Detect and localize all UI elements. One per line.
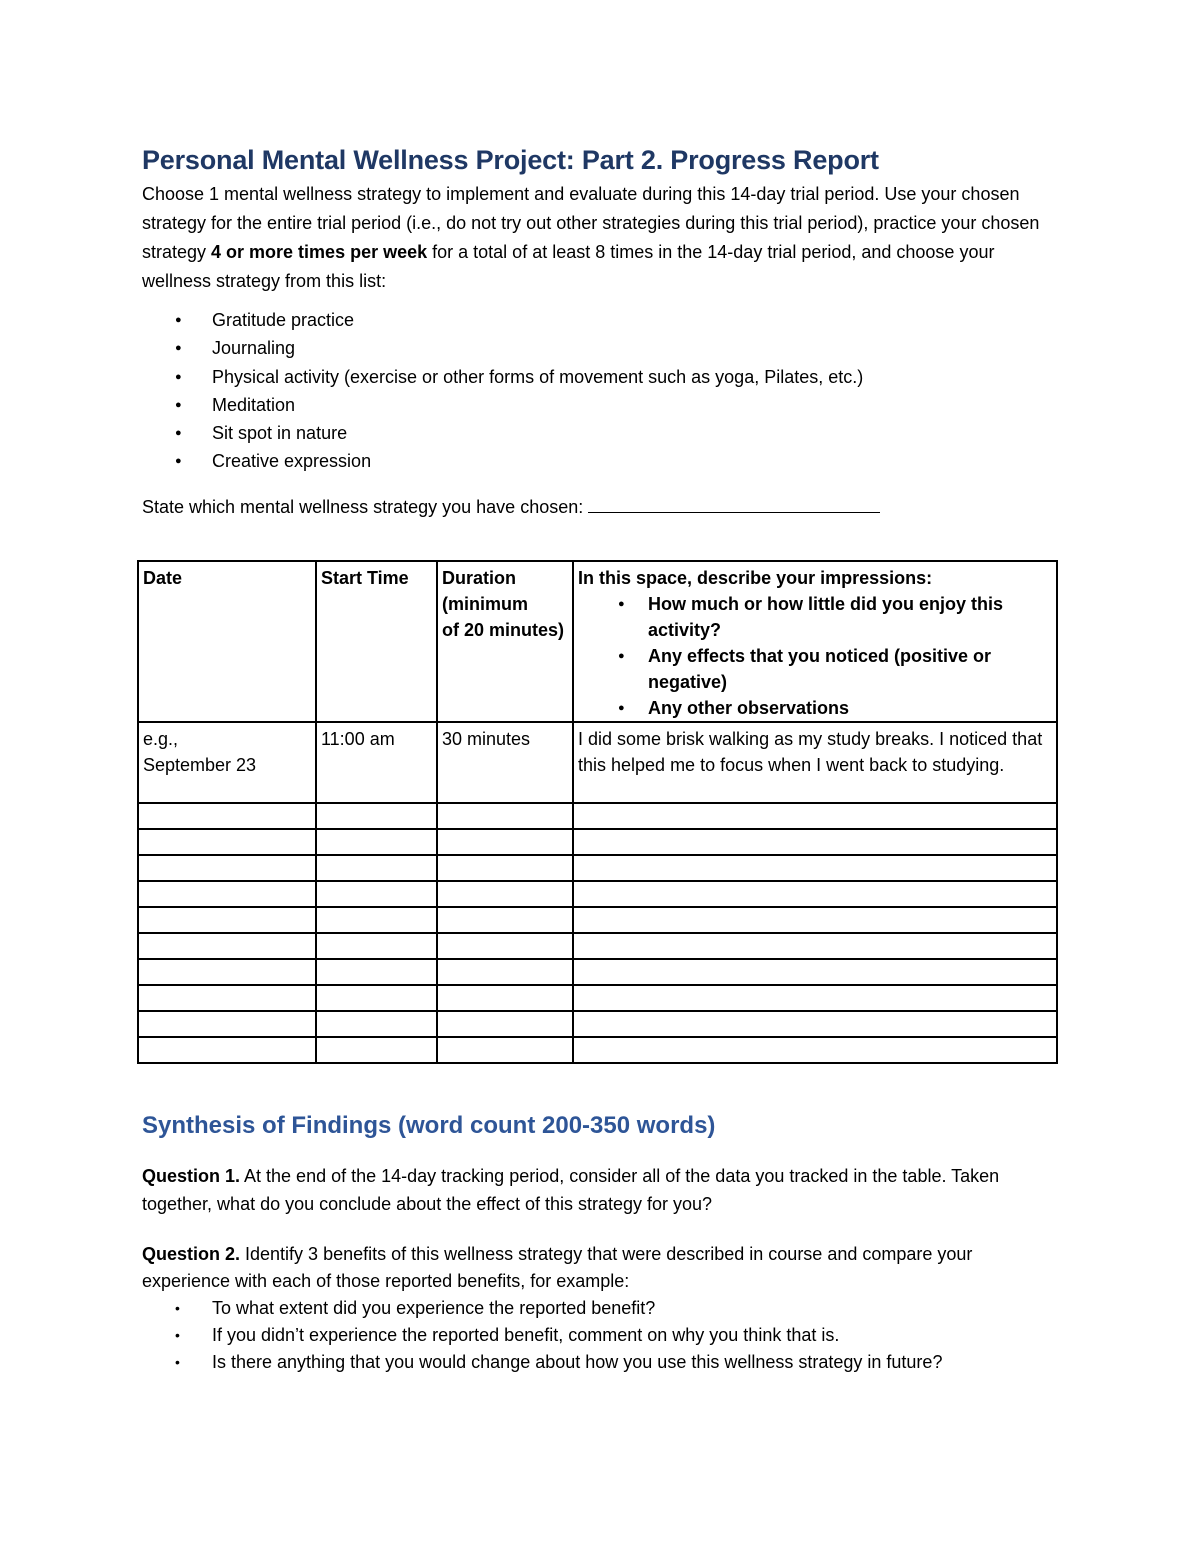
question-1 [142, 1162, 1052, 1218]
duration-cell[interactable] [437, 907, 573, 933]
strategy-item: ● Sit spot in nature [212, 419, 1062, 447]
header-duration-line: Duration [442, 568, 516, 588]
date-cell[interactable] [138, 829, 316, 855]
document-page [142, 140, 1062, 1372]
strategy-item: ● Gratitude practice [212, 306, 1062, 334]
start-time-cell[interactable] [316, 829, 437, 855]
question-2-prompt-item: • To what extent did you experience the reported benefit? [212, 1295, 942, 1322]
date-cell[interactable] [138, 959, 316, 985]
header-duration [437, 561, 573, 722]
example-date-line: September 23 [143, 755, 257, 775]
chosen-strategy-prompt [142, 492, 1062, 521]
date-cell[interactable] [138, 881, 316, 907]
impression-cell[interactable] [573, 1011, 1057, 1037]
impressions-prompt-item: ● Any effects that you noticed (positive or negative) [648, 643, 1053, 695]
strategy-item: ● Journaling [212, 334, 1062, 362]
duration-cell[interactable] [437, 855, 573, 881]
duration-cell[interactable] [437, 959, 573, 985]
header-duration-line: (minimum [442, 594, 529, 614]
question-2-prompt-item: • Is there anything that you would change about how you use this wellness strategy in future? [212, 1349, 942, 1376]
impression-cell[interactable] [573, 933, 1057, 959]
header-duration-line: of 20 minutes) [442, 620, 565, 640]
header-impressions [573, 561, 1057, 722]
table-header-row [138, 561, 1057, 722]
table-row [138, 1037, 1057, 1063]
question-2-label: Question 2. [142, 1244, 241, 1264]
example-start-time: 11:00 am [316, 722, 437, 803]
header-date: Date [138, 561, 316, 722]
date-cell[interactable] [138, 803, 316, 829]
example-impression: I did some brisk walking as my study breaks. I noticed that this helped me to focus when I went back to studying. [573, 722, 1057, 803]
question-2 [142, 1241, 1062, 1295]
example-duration: 30 minutes [437, 722, 573, 803]
page-title: Personal Mental Wellness Project: Part 2. Progress Report [142, 145, 879, 175]
start-time-cell[interactable] [316, 985, 437, 1011]
table-row [138, 933, 1057, 959]
table-row [138, 985, 1057, 1011]
strategy-list [142, 306, 1062, 476]
table-row [138, 803, 1057, 829]
duration-cell[interactable] [437, 803, 573, 829]
table-row [138, 855, 1057, 881]
synthesis-heading: Synthesis of Findings (word count 200-350 words) [142, 1112, 716, 1139]
start-time-cell[interactable] [316, 803, 437, 829]
strategy-item: ● Meditation [212, 391, 1062, 419]
start-time-cell[interactable] [316, 881, 437, 907]
question-1-text: At the end of the 14-day tracking period, consider all of the data you tracked in the table. Taken together, what do you conclude about the effect of this strategy for you? [142, 1166, 1000, 1214]
header-impressions-title: In this space, describe your impressions: [578, 568, 933, 588]
impression-cell[interactable] [573, 907, 1057, 933]
impressions-prompt-list [578, 591, 1053, 721]
impression-cell[interactable] [573, 803, 1057, 829]
duration-cell[interactable] [437, 985, 573, 1011]
table-row [138, 881, 1057, 907]
start-time-cell[interactable] [316, 1011, 437, 1037]
impression-cell[interactable] [573, 1037, 1057, 1063]
impression-cell[interactable] [573, 959, 1057, 985]
date-cell[interactable] [138, 907, 316, 933]
duration-cell[interactable] [437, 829, 573, 855]
impressions-prompt-item: ● How much or how little did you enjoy this activity? [648, 591, 1053, 643]
table-row [138, 1011, 1057, 1037]
intro-paragraph [142, 180, 1052, 296]
duration-cell[interactable] [437, 1011, 573, 1037]
question-1-label: Question 1. [142, 1166, 241, 1186]
strategy-item: ● Physical activity (exercise or other forms of movement such as yoga, Pilates, etc.) [212, 363, 1062, 391]
start-time-cell[interactable] [316, 933, 437, 959]
impressions-prompt-item: ● Any other observations [648, 695, 1053, 721]
question-2-prompt-list [142, 1295, 942, 1376]
date-cell[interactable] [138, 933, 316, 959]
example-date [138, 722, 316, 803]
duration-cell[interactable] [437, 933, 573, 959]
example-date-line: e.g., [143, 729, 179, 749]
start-time-cell[interactable] [316, 907, 437, 933]
date-cell[interactable] [138, 855, 316, 881]
date-cell[interactable] [138, 1011, 316, 1037]
question-2-text: Identify 3 benefits of this wellness strategy that were described in course and compare your experience with each of those reported benefits, for example: [142, 1244, 973, 1291]
chosen-strategy-blank[interactable] [588, 492, 880, 513]
intro-text-2: for a total of at least 8 times in the 14-day trial period, and choose your wellness strategy from this list: [142, 242, 995, 291]
start-time-cell[interactable] [316, 959, 437, 985]
date-cell[interactable] [138, 1037, 316, 1063]
table-row [138, 907, 1057, 933]
chosen-strategy-label: State which mental wellness strategy you have chosen: [142, 496, 589, 517]
table-row [138, 829, 1057, 855]
impression-cell[interactable] [573, 829, 1057, 855]
header-start-time: Start Time [316, 561, 437, 722]
start-time-cell[interactable] [316, 1037, 437, 1063]
duration-cell[interactable] [437, 1037, 573, 1063]
impression-cell[interactable] [573, 855, 1057, 881]
duration-cell[interactable] [437, 881, 573, 907]
date-cell[interactable] [138, 985, 316, 1011]
question-2-prompt-item: • If you didn’t experience the reported benefit, comment on why you think that is. [212, 1322, 942, 1349]
start-time-cell[interactable] [316, 855, 437, 881]
table-row [138, 959, 1057, 985]
intro-text-1: Choose 1 mental wellness strategy to implement and evaluate during this 14-day trial period. Use your chosen strategy for the entire trial period (i.e., do not try out other strategies during this trial period), practice your chosen strategy [142, 184, 1040, 262]
intro-bold-frequency: 4 or more times per week [211, 242, 428, 262]
strategy-item: ● Creative expression [212, 447, 1062, 475]
tracking-table [137, 560, 1058, 1064]
impression-cell[interactable] [573, 985, 1057, 1011]
impression-cell[interactable] [573, 881, 1057, 907]
table-row-example [138, 722, 1057, 803]
